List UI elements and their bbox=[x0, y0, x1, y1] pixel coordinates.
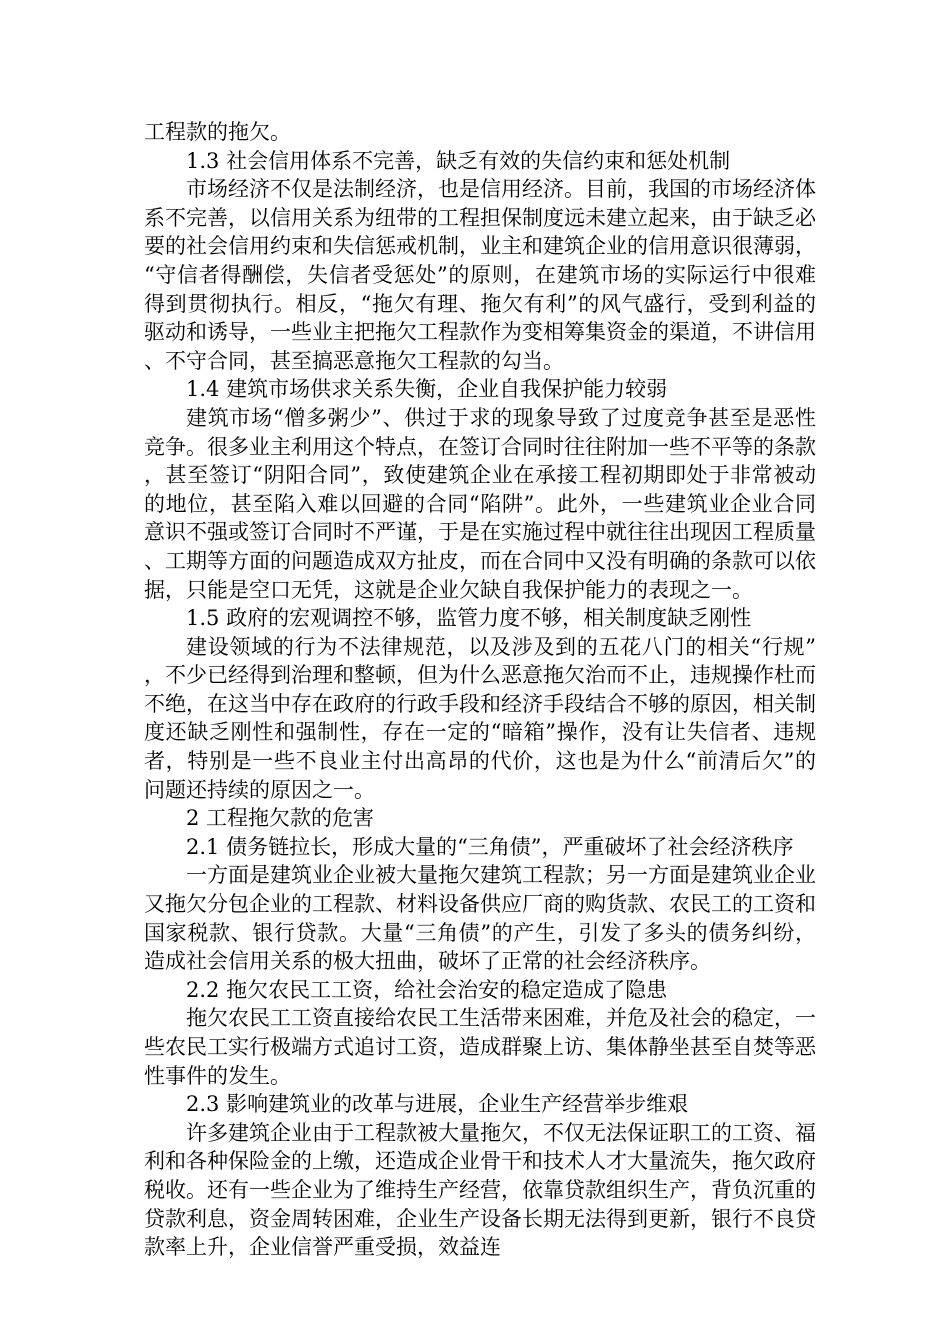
document-page bbox=[144, 118, 816, 1262]
section-heading-2-1: 2.1 债务链拉长，形成大量的“三角债”，严重破坏了社会经济秩序 bbox=[186, 834, 794, 859]
paragraph-continued: 工程款的拖欠。 bbox=[144, 120, 291, 144]
body-paragraph: 建筑市场“僧多粥少”、供过于求的现象导致了过度竞争甚至是恶性竞争。很多业主利用这个特点，在签订合同时往往附加一些不平等的条款，甚至签订“阴阳合同”，致使建筑企业在承接工程初期即处于非常被动的地位，甚至陷入难以回避的合同“陷阱”。此外，一些建筑业企业合同意识不强或签订合同时不严谨，于是在实施过程中就往往出现因工程质量、工期等方面的问题造成双方扯皮，而在合同中又没有明确的条款可以依据，只能是空口无凭，这就是企业欠缺自我保护能力的表现之一。 bbox=[144, 405, 816, 602]
body-paragraph: 一方面是建筑业企业被大量拖欠建筑工程款；另一方面是建筑业企业又拖欠分包企业的工程款、材料设备供应厂商的购货款、农民工的工资和国家税款、银行贷款。大量“三角债”的产生，引发了多头的债务纠纷，造成社会信用关系的极大扭曲，破坏了正常的社会经济秩序。 bbox=[144, 863, 816, 974]
section-heading-2: 2 工程拖欠款的危害 bbox=[186, 806, 375, 831]
section-heading-1-5: 1.5 政府的宏观调控不够，监管力度不够，相关制度缺乏刚性 bbox=[186, 606, 752, 631]
section-heading-2-3: 2.3 影响建筑业的改革与进展，企业生产经营举步维艰 bbox=[186, 1092, 689, 1117]
section-heading-2-2: 2.2 拖欠农民工工资，给社会治安的稳定造成了隐患 bbox=[186, 977, 668, 1002]
body-paragraph: 拖欠农民工工资直接给农民工生活带来困难，并危及社会的稳定，一些农民工实行极端方式追讨工资，造成群聚上访、集体静坐甚至自焚等恶性事件的发生。 bbox=[144, 1006, 816, 1088]
body-paragraph: 市场经济不仅是法制经济，也是信用经济。目前，我国的市场经济体系不完善，以信用关系为纽带的工程担保制度远未建立起来，由于缺乏必要的社会信用约束和失信惩戒机制，业主和建筑企业的信用意识很薄弱，“守信者得酬偿，失信者受惩处”的原则，在建筑市场的实际运行中很难得到贯彻执行。相反，“拖欠有理、拖欠有利”的风气盛行，受到利益的驱动和诱导，一些业主把拖欠工程款作为变相筹集资金的渠道，不讲信用、不守合同，甚至搞恶意拖欠工程款的勾当。 bbox=[144, 177, 816, 373]
section-heading-1-4: 1.4 建筑市场供求关系失衡，企业自我保护能力较弱 bbox=[186, 377, 668, 402]
body-paragraph: 建设领域的行为不法律规范，以及涉及到的五花八门的相关“行规”，不少已经得到治理和整顿，但为什么恶意拖欠治而不止，违规操作杜而不绝，在这当中存在政府的行政手段和经济手段结合不够的原因，相关制度还缺乏刚性和强制性，存在一定的“暗箱”操作，没有让失信者、违规者，特别是一些不良业主付出高昂的代价，这也是为什么“前清后欠”的问题还持续的原因之一。 bbox=[144, 634, 816, 802]
section-heading-1-3: 1.3 社会信用体系不完善，缺乏有效的失信约束和惩处机制 bbox=[186, 148, 731, 173]
body-paragraph: 许多建筑企业由于工程款被大量拖欠，不仅无法保证职工的工资、福利和各种保险金的上缴，还造成企业骨干和技术人才大量流失，拖欠政府税收。还有一些企业为了维持生产经营，依靠贷款组织生产，背负沉重的贷款利息，资金周转困难，企业生产设备长期无法得到更新，银行不良贷款率上升，企业信誉严重受损，效益连 bbox=[144, 1120, 816, 1260]
